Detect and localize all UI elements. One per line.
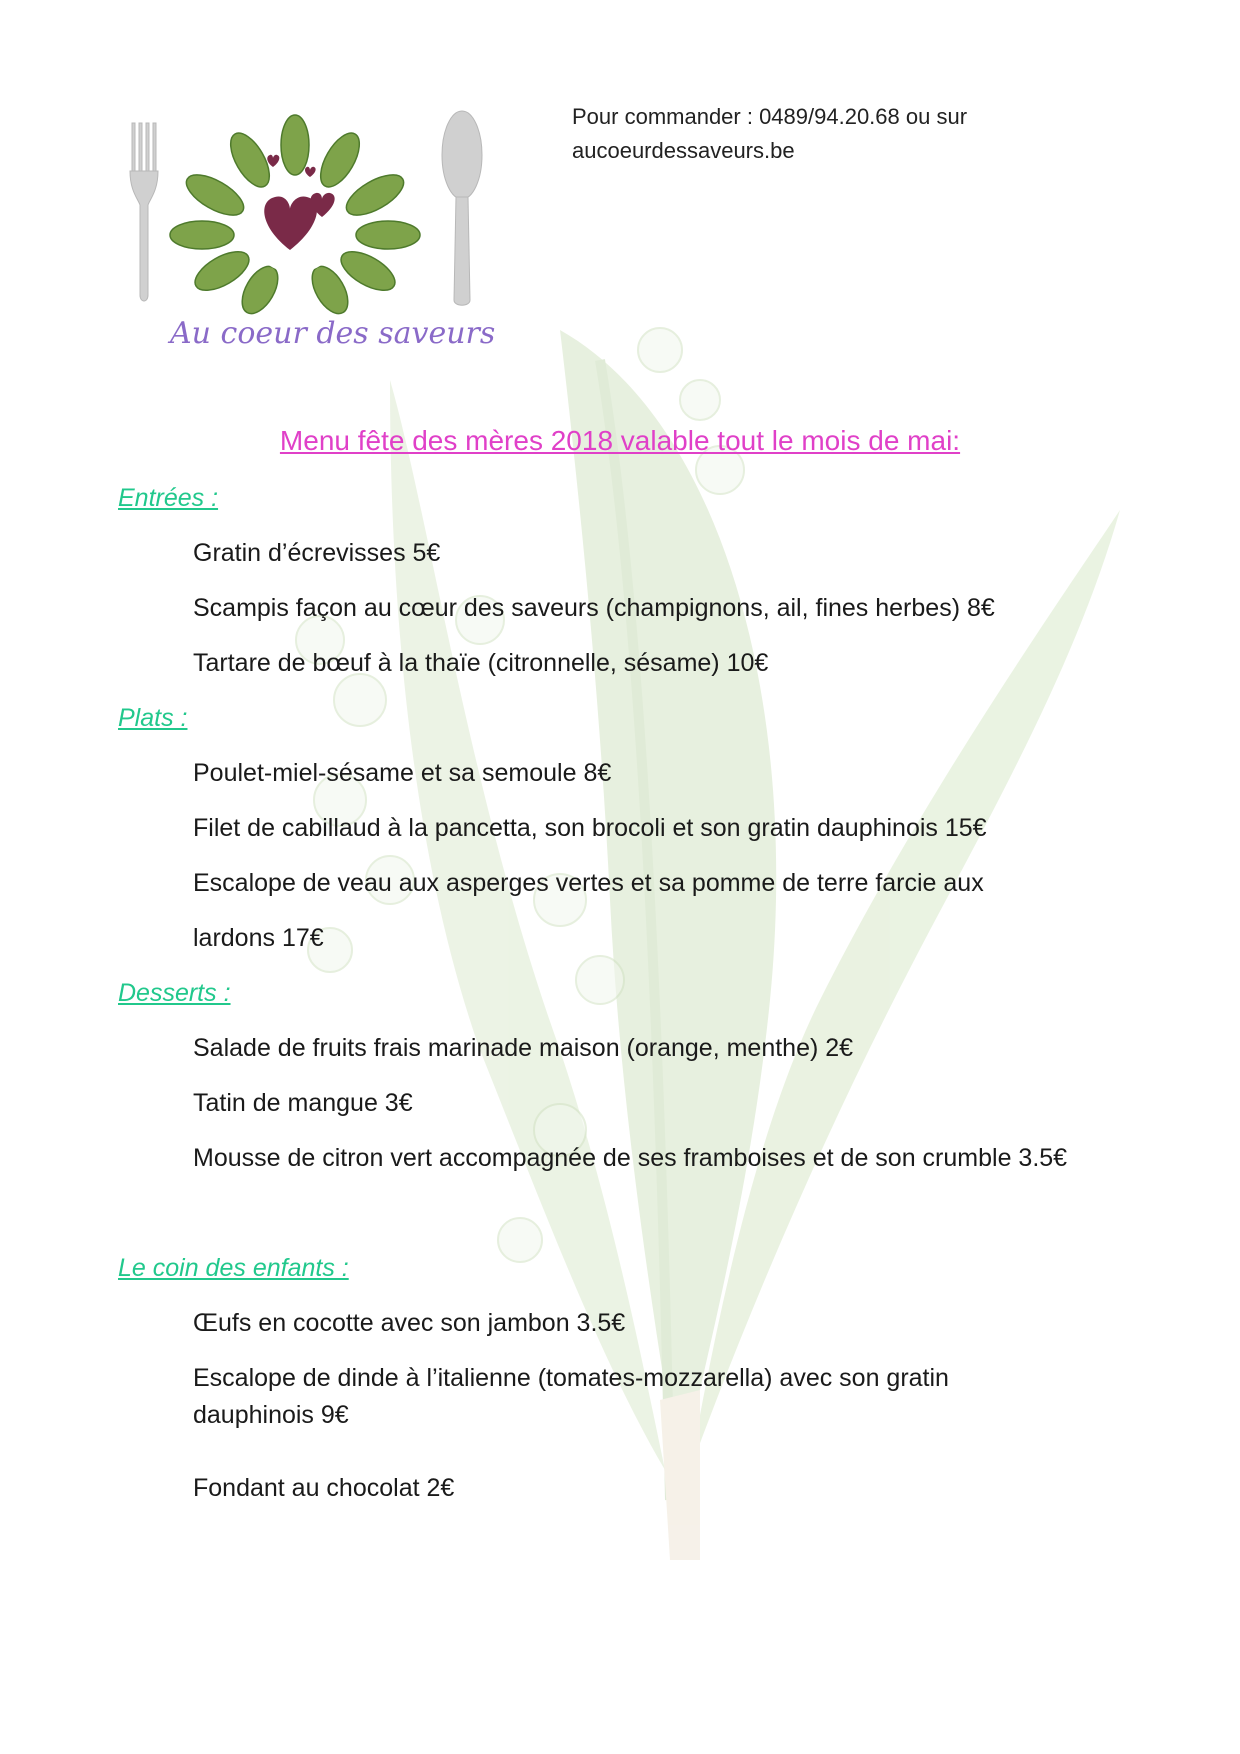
order-contact [572, 100, 967, 168]
tiny-heart-icon [305, 167, 316, 177]
watermark-bell [576, 956, 624, 1004]
menu-item: Salade de fruits frais marinade maison (orange, menthe) 2€ [193, 1034, 854, 1062]
menu-item: lardons 17€ [193, 924, 324, 952]
menu-title: Menu fête des mères 2018 valable tout le mois de mai: [279, 425, 961, 456]
watermark-bell [334, 674, 386, 726]
menu-item: Poulet-miel-sésame et sa semoule 8€ [193, 759, 612, 787]
menu-item: Œufs en cocotte avec son jambon 3.5€ [193, 1309, 626, 1337]
menu-item: Escalope de veau aux asperges vertes et sa pomme de terre farcie aux [193, 869, 984, 897]
menu-item [193, 1360, 949, 1434]
logo-text: Au coeur des saveurs [170, 316, 496, 351]
section-kids-heading: Le coin des enfants : [118, 1254, 349, 1282]
section-entrees-heading: Entrées : [118, 484, 219, 512]
tiny-heart-icon [267, 155, 279, 167]
spoon-icon [442, 111, 482, 305]
menu-item: Scampis façon au cœur des saveurs (champignons, ail, fines herbes) 8€ [193, 594, 995, 622]
menu-item: Tatin de mangue 3€ [193, 1089, 413, 1117]
menu-item-line: dauphinois 9€ [193, 1401, 349, 1429]
section-desserts-heading: Desserts : [118, 979, 231, 1007]
watermark-bell [680, 380, 720, 420]
restaurant-logo [110, 105, 550, 370]
menu-item: Fondant au chocolat 2€ [193, 1474, 455, 1502]
menu-item: Gratin d’écrevisses 5€ [193, 539, 441, 567]
fork-icon [130, 123, 158, 301]
section-plats-heading: Plats : [118, 704, 188, 732]
watermark-bell [638, 328, 682, 372]
menu-item-line: Escalope de dinde à l’italienne (tomates-mozzarella) avec son gratin [193, 1364, 949, 1392]
menu-item: Mousse de citron vert accompagnée de ses framboises et de son crumble 3.5€ [193, 1144, 1068, 1172]
watermark-bell [498, 1218, 542, 1262]
menu-item: Filet de cabillaud à la pancetta, son brocoli et son gratin dauphinois 15€ [193, 814, 987, 842]
menu-item: Tartare de bœuf à la thaïe (citronnelle, sésame) 10€ [193, 649, 769, 677]
contact-website: aucoeurdessaveurs.be [572, 138, 795, 163]
contact-phone-line: Pour commander : 0489/94.20.68 ou sur [572, 104, 968, 129]
